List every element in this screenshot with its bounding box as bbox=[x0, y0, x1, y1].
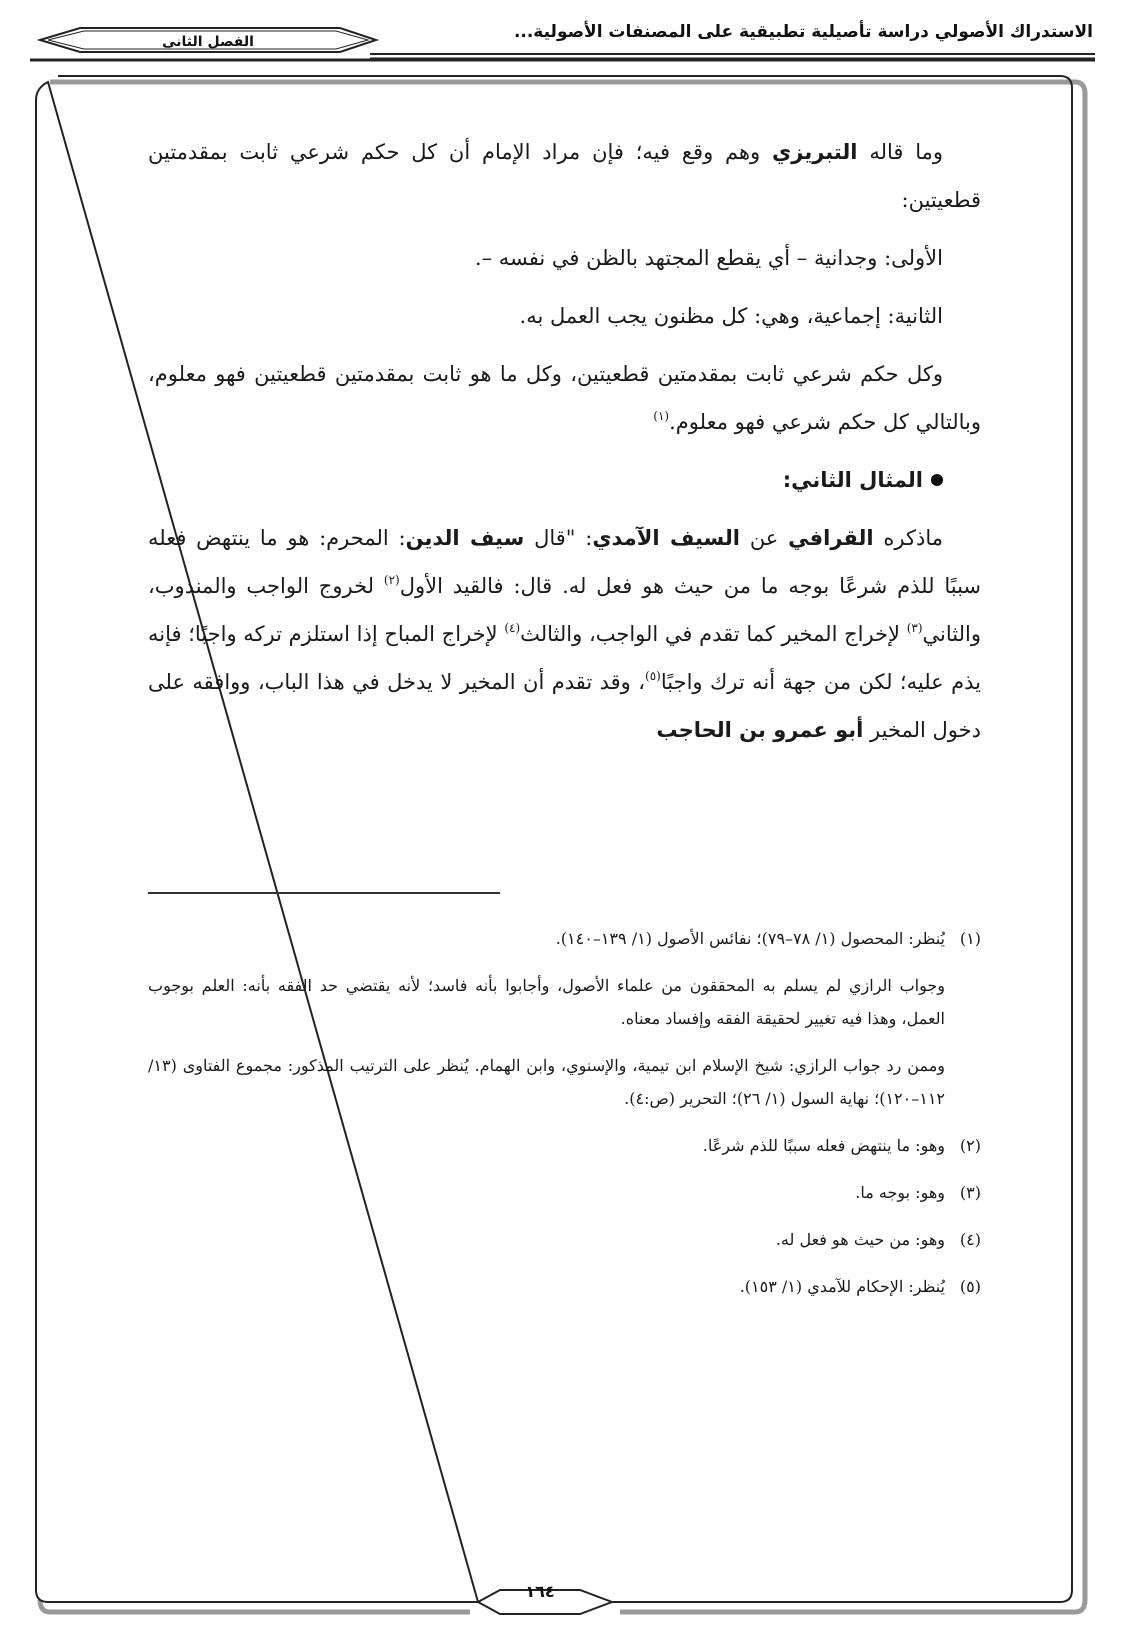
footnote-2 bbox=[148, 1129, 981, 1162]
footnote-ref-4: (٤) bbox=[504, 621, 521, 635]
text-run: ، وقد تقدم أن المخير لا يدخل في هذا الباب، ووافقه على دخول المخير bbox=[148, 670, 981, 742]
text-run: : المحرم: هو ما ينتهض فعله سببًا للذم شرعًا بوجه ما من حيث هو فعل له. قال: فالقيد الأول bbox=[148, 526, 981, 598]
section-heading bbox=[148, 456, 981, 504]
footnote-number: (٥) bbox=[959, 1277, 981, 1296]
paragraph-2: الأولى: وجدانية – أي يقطع المجتهد بالظن في نفسه –. bbox=[474, 246, 943, 270]
chapter-tag: الفصل الثاني bbox=[162, 34, 254, 50]
name-amidi: السيف الآمدي bbox=[592, 526, 741, 550]
footnote-text: وهو: ما ينتهض فعله سببًا للذم شرعًا. bbox=[702, 1136, 945, 1155]
footnote-text: وهو: من حيث هو فعل له. bbox=[775, 1230, 945, 1249]
footnote-ref-1: (١) bbox=[653, 409, 670, 423]
paragraph-3: الثانية: إجماعية، وهي: كل مظنون يجب العمل به. bbox=[519, 304, 943, 328]
footnote-text: وهو: بوجه ما. bbox=[855, 1183, 945, 1202]
footnote-4 bbox=[148, 1223, 981, 1256]
footnote-1 bbox=[148, 922, 981, 955]
text-run: وهم وقع فيه؛ فإن مراد الإمام أن كل حكم شرعي ثابت بمقدمتين قطعيتين: bbox=[148, 140, 981, 212]
page-number: ١٦٤ bbox=[525, 1582, 555, 1601]
footnote-1-continuation-2: وممن رد جواب الرازي: شيخ الإسلام ابن تيمية، والإسنوي، وابن الهمام. يُنظر على الترتيب المذكور: مجموع الفتاوى (١٣/ ١١٢–١٢٠)؛ نهاية السول (١/ ٢٦)؛ التحرير (ص:٤). bbox=[148, 1056, 945, 1108]
paragraph-4 bbox=[148, 350, 981, 446]
footnote-text: يُنظر: الإحكام للآمدي (١/ ١٥٣). bbox=[739, 1277, 945, 1296]
text-run: وما قاله bbox=[857, 140, 944, 164]
footnote-number: (١) bbox=[959, 929, 981, 948]
footnote-separator bbox=[148, 892, 500, 894]
text-run: : "قال bbox=[524, 526, 593, 550]
text-run: ماذكره bbox=[873, 526, 944, 550]
bullet-icon bbox=[931, 474, 943, 486]
footnote-5 bbox=[148, 1270, 981, 1303]
name-ibn-hajib: أبو عمرو بن الحاجب bbox=[656, 718, 864, 742]
footnote-1-continuation-1: وجواب الرازي لم يسلم به المحققون من علماء الأصول، وأجابوا بأنه فاسد؛ لأنه يقتضي حد الفقه بأنه: العلم بوجوب العمل، وهذا فيه تغيير لحقيقة الفقه وإفساد معناه. bbox=[148, 976, 945, 1028]
paragraph-5 bbox=[148, 514, 981, 754]
main-text bbox=[148, 128, 981, 754]
text-run: وكل حكم شرعي ثابت بمقدمتين قطعيتين، وكل ما هو ثابت بمقدمتين قطعيتين فهو معلوم، وبالتالي كل حكم شرعي فهو معلوم. bbox=[148, 362, 981, 434]
footnote-number: (٣) bbox=[959, 1183, 981, 1202]
footnote-3 bbox=[148, 1176, 981, 1209]
footnote-number: (٢) bbox=[959, 1136, 981, 1155]
name-sayf-aldin: سيف الدين bbox=[405, 526, 525, 550]
footnote-ref-5: (٥) bbox=[645, 669, 661, 683]
text-run: لإخراج المخير كما تقدم في الواجب، والثالث bbox=[520, 622, 907, 646]
text-run: عن bbox=[740, 526, 789, 550]
book-title: الاستدراك الأصولي دراسة تأصيلية تطبيقية على المصنفات الأصولية... bbox=[513, 22, 1093, 42]
text-run: لخروج الواجب والمندوب، والثاني bbox=[148, 574, 981, 646]
footnote-number: (٤) bbox=[959, 1230, 981, 1249]
footnotes bbox=[148, 922, 981, 1317]
name-qarafi: القرافي bbox=[788, 526, 874, 550]
heading-text: المثال الثاني: bbox=[782, 468, 923, 492]
footnote-ref-2: (٢) bbox=[383, 573, 400, 587]
footnote-ref-3: (٣) bbox=[906, 621, 923, 635]
footnote-text: يُنظر: المحصول (١/ ٧٨–٧٩)؛ نفائس الأصول (١/ ١٣٩–١٤٠). bbox=[555, 929, 945, 948]
text-run: لإخراج المباح إذا استلزم تركه واجبًا؛ فإنه يذم عليه؛ لكن من جهة أنه ترك واجبًا bbox=[148, 622, 981, 694]
name-tabrizi: التبريزي bbox=[772, 140, 858, 164]
paragraph-1 bbox=[148, 128, 981, 224]
